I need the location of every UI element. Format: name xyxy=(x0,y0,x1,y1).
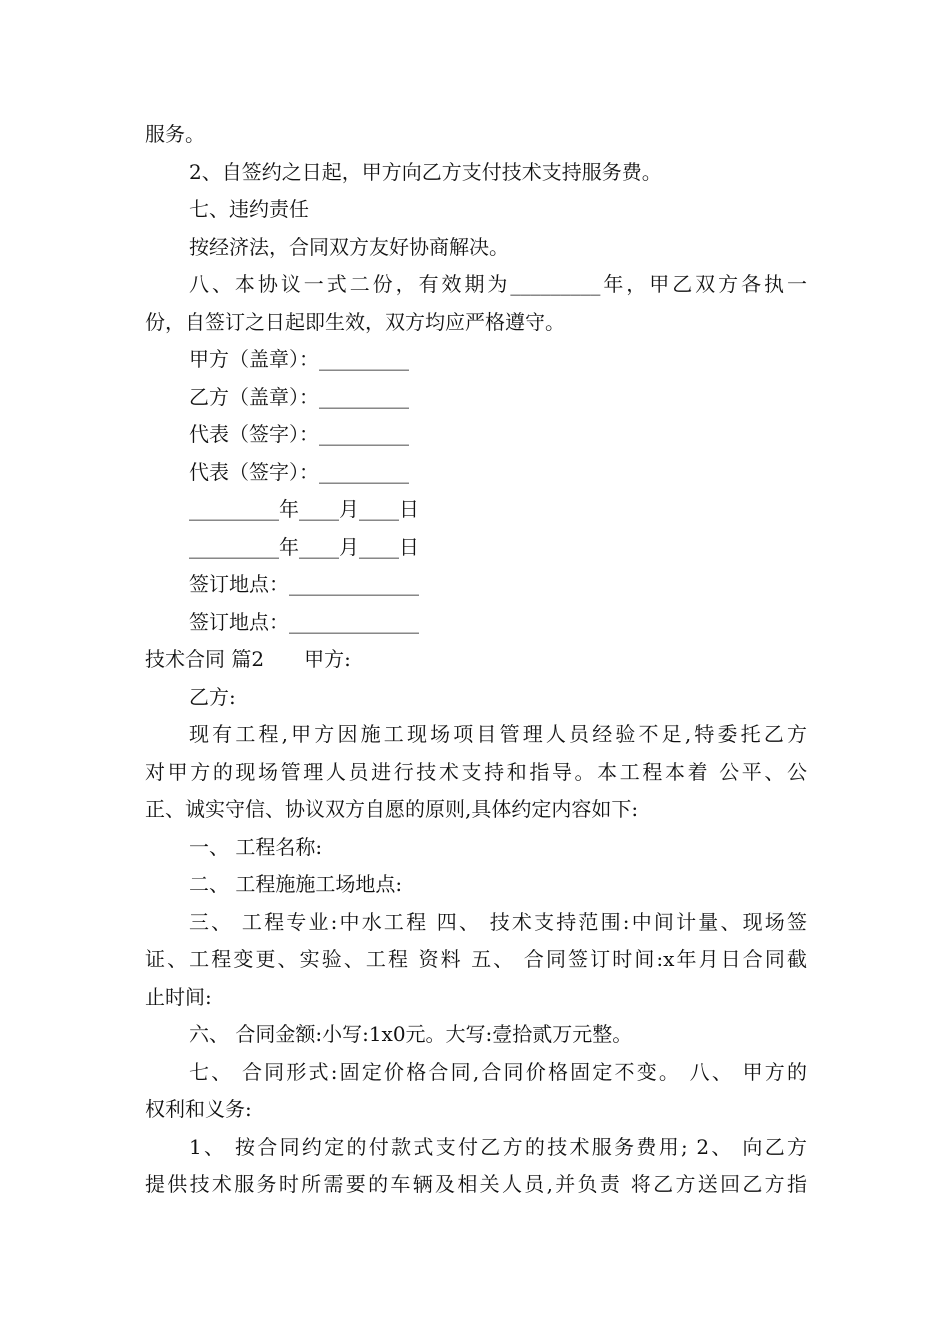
item-contract-amount: 六、 合同金额:小写:1x0元。大写:壹拾贰万元整。 xyxy=(189,1022,633,1046)
item-specialty-line3: 止时间: xyxy=(145,984,212,1009)
signature-party-b: 乙方（盖章）：_________ xyxy=(189,384,409,409)
signature-representative: 代表（签字）：_________ xyxy=(189,459,409,484)
signature-representative: 代表（签字）：_________ xyxy=(189,422,409,446)
item-specialty-line2: 证、工程变更、实验、工程 资料 五、 合同签订时间:x年月日合同截 xyxy=(145,947,807,971)
intro-paragraph-line2: 对甲方的现场管理人员进行技术支持和指导。本工程本着 公平、公 xyxy=(145,759,807,784)
item-obligations-line1: 1、 按合同约定的付款式支付乙方的技术服务费用; 2、 向乙方 xyxy=(189,1134,807,1159)
item-project-name: 一、 工程名称: xyxy=(189,834,323,859)
text-line: 按经济法，合同双方友好协商解决。 xyxy=(189,234,509,259)
clause-payment: 2、自签约之日起，甲方向乙方支付技术支持服务费。 xyxy=(189,159,662,184)
clause-validity-line2: 份，自签订之日起即生效，双方均应严格遵守。 xyxy=(145,309,565,334)
signing-place: 签订地点：_____________ xyxy=(189,609,419,634)
signing-place: 签订地点：_____________ xyxy=(189,572,419,596)
date-line: _________年____月____日 xyxy=(189,534,419,559)
intro-paragraph-line3: 正、诚实守信、协议双方自愿的原则,具体约定内容如下: xyxy=(145,797,639,821)
clause-validity-line1: 八、本协议一式二份，有效期为_________年，甲乙双方各执一 xyxy=(189,272,807,296)
item-contract-form-line1: 七、 合同形式:固定价格合同,合同价格固定不变。 八、 甲方的 xyxy=(189,1059,807,1084)
item-obligations-line2: 提供技术服务时所需要的车辆及相关人员,并负责 将乙方送回乙方指 xyxy=(145,1172,807,1196)
contract-title: 技术合同 篇2 甲方: xyxy=(145,647,351,671)
item-specialty-line1: 三、 工程专业:中水工程 四、 技术支持范围:中间计量、现场签 xyxy=(189,909,807,934)
intro-paragraph-line1: 现有工程,甲方因施工现场项目管理人员经验不足,特委托乙方 xyxy=(189,722,807,746)
signature-party-a: 甲方（盖章）：_________ xyxy=(189,347,409,371)
item-project-location: 二、 工程施施工场地点: xyxy=(189,872,403,896)
text-line: 服务。 xyxy=(145,122,205,146)
document-page xyxy=(145,116,807,1204)
party-b-label: 乙方: xyxy=(189,684,236,709)
section-heading-breach: 七、违约责任 xyxy=(189,197,309,221)
item-contract-form-line2: 权利和义务: xyxy=(145,1097,252,1121)
date-line: _________年____月____日 xyxy=(189,497,419,521)
